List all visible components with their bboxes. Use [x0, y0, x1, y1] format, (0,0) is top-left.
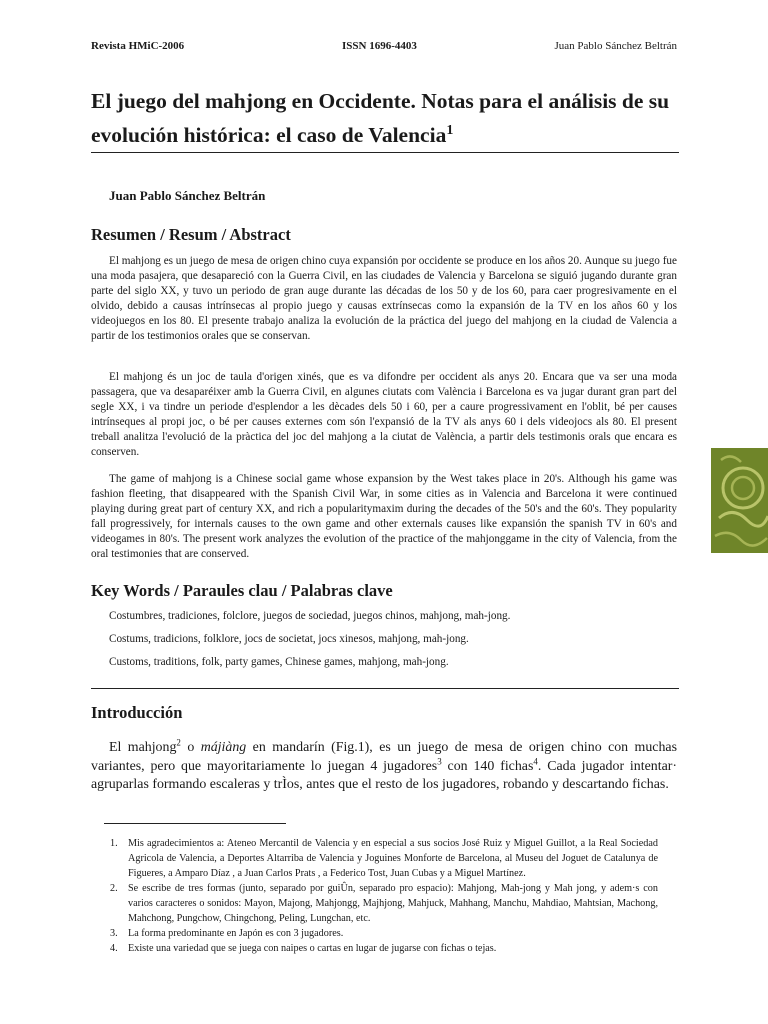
footnote-ref-3[interactable]: 3 — [437, 755, 442, 766]
intro-text-4: con 140 fichas — [441, 758, 534, 774]
footnote-number: 4. — [110, 943, 118, 954]
paper-title — [91, 84, 681, 152]
keywords-es: Costumbres, tradiciones, folclore, juegos de sociedad, juegos chinos, mahjong, mah-jong. — [109, 610, 511, 622]
intro-italic-term: májiàng — [200, 740, 247, 755]
footnote-ref-4[interactable]: 4 — [533, 755, 538, 766]
running-header — [91, 40, 677, 56]
footnote-text: Mis agradecimientos a: Ateneo Mercantil de Valencia y en especial a sus socios José Ruiz y Miguel Guillot, a la Real Sociedad Agricola de Valencia, a Deportes Altarriba de Valencia y Joguines Monforte de Barcelona, al Museu del Joguet de Catalunya de Figueres, a Amparo Díaz , a Juan Carlos Prats , a Federico Tost, Juan Cubas y a Miguel Martínez. — [128, 838, 658, 879]
footnote-text: Se escribe de tres formas (junto, separado por guiÛn, separado pro espacio): Mahjong, Mah-jong y Mah jong, y adem·s con varios caracteres o sonidos: Mayon, Majong, Mahjongg, Majhjong, Mahjuck, Mahhang, Manchu, Mahdiao, Mahtsian, Machong, Mahchong, Pungchow, Chingchong, Peling, Lungchan, etc. — [128, 883, 658, 924]
keywords-en: Customs, traditions, folk, party games, Chinese games, mahjong, mah-jong. — [109, 656, 449, 668]
footnote-number: 1. — [110, 838, 118, 849]
footnote-text: La forma predominante en Japón es con 3 jugadores. — [128, 928, 344, 939]
footnote-number: 2. — [110, 883, 118, 894]
issn: ISSN 1696-4403 — [342, 40, 417, 52]
intro-heading: Introducción — [91, 703, 183, 722]
intro-paragraph — [91, 739, 677, 795]
abstract-heading: Resumen / Resum / Abstract — [91, 225, 291, 244]
header-author: Juan Pablo Sánchez Beltrán — [554, 40, 677, 52]
section-divider — [91, 688, 679, 689]
footnotes-list — [91, 836, 658, 956]
journal-name: Revista HMiC-2006 — [91, 40, 185, 52]
footnote-item — [91, 926, 658, 941]
footnote-divider — [104, 823, 286, 824]
keywords-ca: Costums, tradicions, folklore, jocs de societat, jocs xinesos, mahjong, mah-jong. — [109, 633, 469, 645]
abstract-en: The game of mahjong is a Chinese social game whose expansion by the West takes place in 20's. Although his game was fashion fleeting, that disappeared with the Spanish Civil War, in some cities as in Valencia and Barcelona it were continued playing during great part of century XX, and rich a popularitymaxim during the decades of the 50's and the 60's. They popularity fall progressively, for internals causes to the own game and other externals causes like expansión the spanish TV in 60's and videogames in 80's. The present work analyzes the evolution of the practice of the mahjonggame in the city of Valencia, from the oral testimonies that are conserved. — [91, 473, 677, 560]
mahjong-tile-decoration — [711, 448, 768, 553]
footnote-item — [91, 941, 658, 956]
intro-text-1: El mahjong — [109, 740, 177, 755]
footnote-ref-2[interactable]: 2 — [176, 737, 181, 748]
title-divider — [91, 152, 679, 153]
footnote-text: Existe una variedad que se juega con naipes o cartas en lugar de jugarse con fichas o tejas. — [128, 943, 497, 954]
intro-text-3: en mandarín (Fig.1), es un juego de mesa de origen chino con muchas variantes, pero que mayoritariamente lo juegan 4 jugadores — [91, 740, 677, 774]
title-footnote-ref[interactable]: 1 — [446, 122, 454, 138]
paper-title-text: El juego del mahjong en Occidente. Notas para el análisis de su evolución histórica: el caso de Valencia — [91, 89, 670, 147]
author-name: Juan Pablo Sánchez Beltrán — [109, 188, 266, 203]
footnote-number: 3. — [110, 928, 118, 939]
abstract-ca: El mahjong és un joc de taula d'origen xinés, que es va difondre per occident als anys 20. Encara que va ser una moda passagera, que va desaparéixer amb la Guerra Civil, en algunes ciutats com València i Barcelona es va jugar durant gran part del segle XX, i va tindre un periode d'esplendor a les dècades dels 50 i 60, per a caure progressivament en l'oblit, bé per causes intrínseques al propi joc, o bé per causes externes com són l'expansió de la TV als anys 60 i dels videojocs als 80. El present treball analitza l'evolució de la pràctica del joc del mahjong a la ciutat de València, a partir dels testimonis orals que encara es conserven. — [91, 371, 677, 458]
abstract-es: El mahjong es un juego de mesa de origen chino cuya expansión por occidente se produce en los años 20. Aunque su juego fue una moda pasajera, que desapareció con la Guerra Civil, en las ciudades de Valencia y Barcelona se siguió jugando durante gran parte del siglo XX, y tuvo un periodo de gran auge durante las décadas de los 50 y de los 60, para caer progresivamente en el olvido, debido a causas intrínsecas al propio juego y causas extrínsecas como la expansión de la TV en los años 60 y los videojuegos en los 80. El presente trabajo analiza la evolución de la práctica del juego del mahjong en la ciudad de Valencia a partir de los testimonios orales que se conservan. — [91, 255, 677, 342]
intro-text-2: o — [180, 740, 201, 755]
intro-text-5: . Cada jugador intentar· agruparlas formando escaleras y trÌos, antes que el resto de los jugadores, robando y descartando fichas. — [91, 758, 677, 792]
keywords-heading: Key Words / Paraules clau / Palabras clave — [91, 581, 393, 600]
footnote-item — [91, 881, 658, 926]
footnote-item — [91, 836, 658, 881]
